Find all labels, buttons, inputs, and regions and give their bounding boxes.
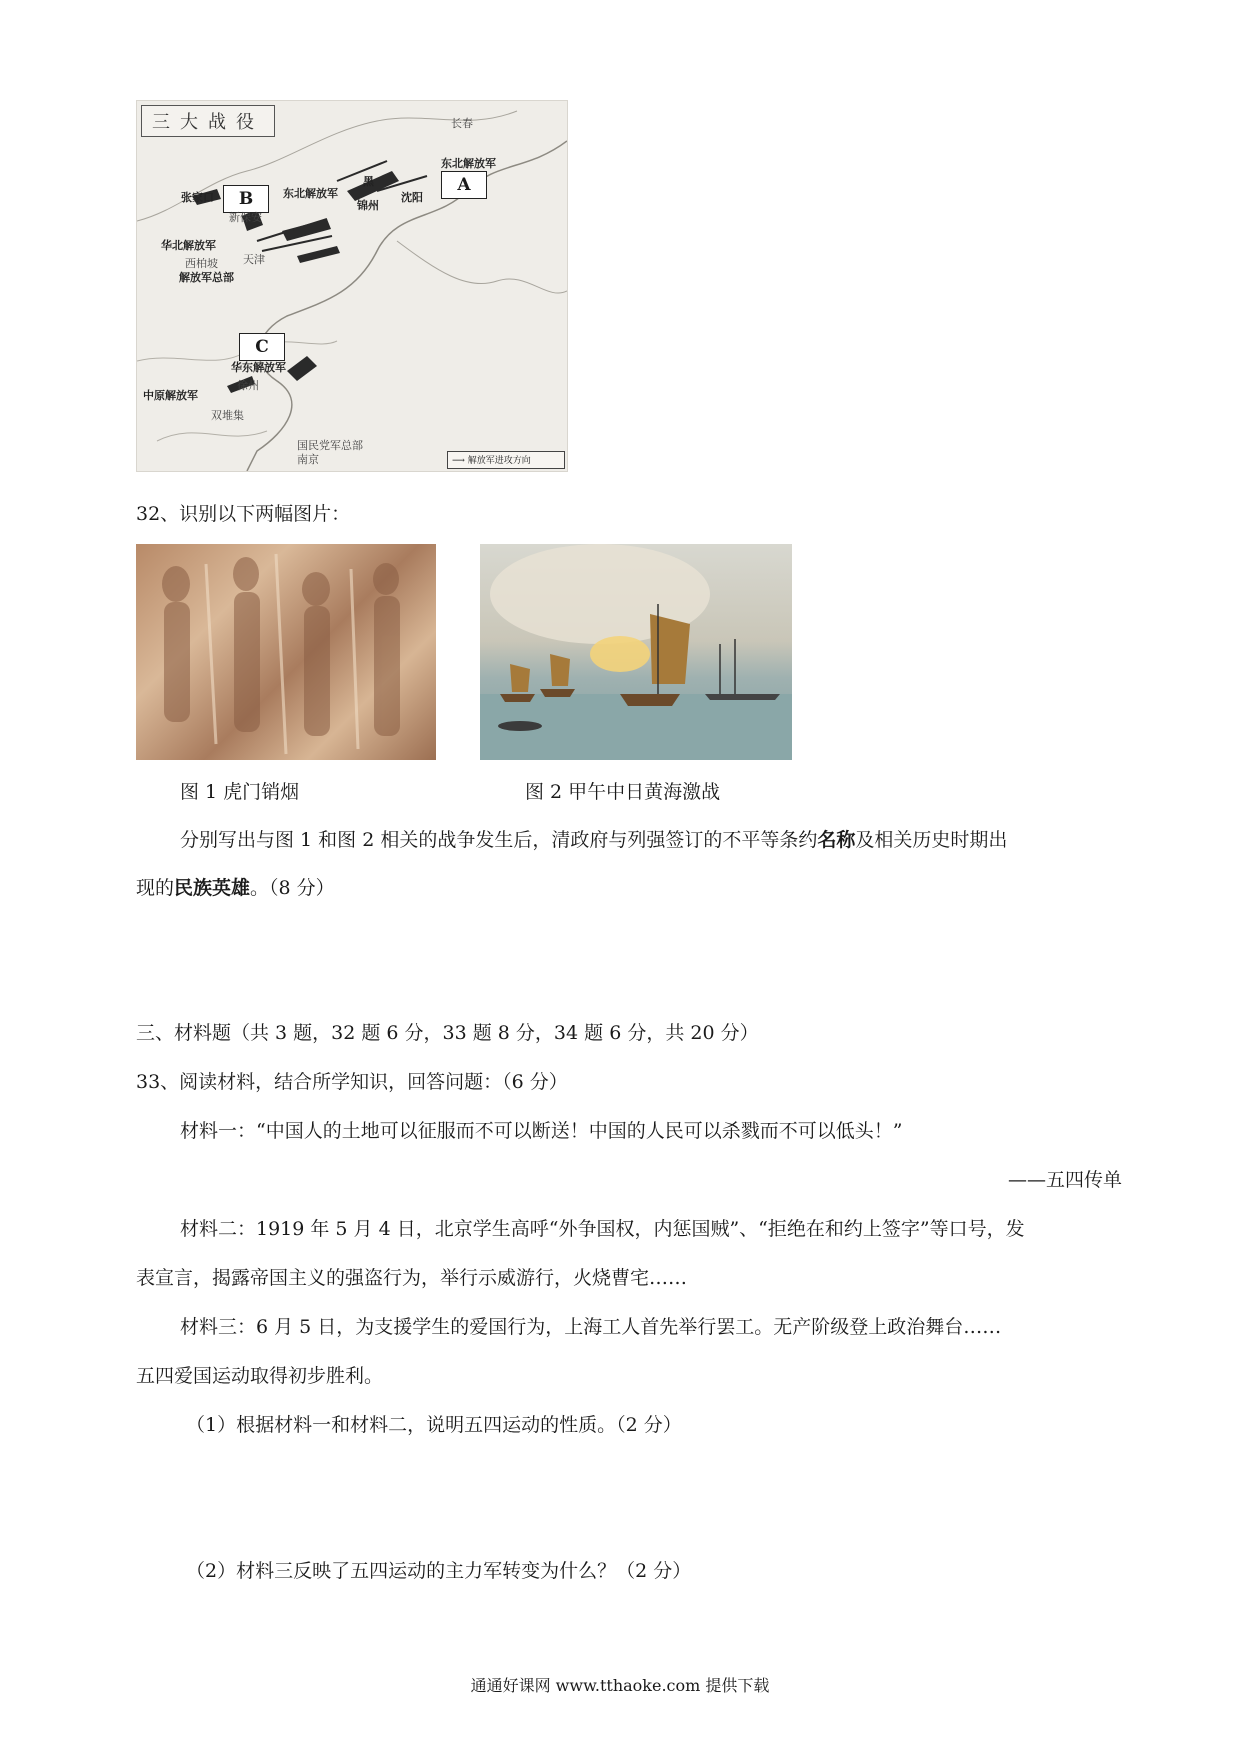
map-label-changchun: 长春 — [451, 117, 473, 130]
humen-opium-destruction-image — [136, 544, 436, 760]
q33-subquestion-1: （1）根据材料一和材料二，说明五四运动的性质。（2 分） — [186, 1414, 682, 1436]
map-label-xibaipo: 西柏坡 — [185, 257, 218, 270]
map-label-xuzhou: 徐州 — [237, 379, 259, 392]
page-footer: 通通好课网 www.tthaoke.com 提供下载 — [470, 1676, 770, 1695]
q32-text-b: 及相关历史时期出 — [855, 829, 1008, 851]
map-label-shuangduiji: 双堆集 — [211, 409, 244, 422]
q33-material-1-source: ——五四传单 — [1007, 1169, 1122, 1191]
map-label-tianjin: 天津 — [243, 253, 265, 266]
map-label-nanjing: 南京 — [297, 453, 319, 466]
map-label-north-china-army: 华北解放军 — [161, 239, 216, 252]
map-label-hei: 黑 — [363, 175, 374, 188]
yellow-sea-battle-image — [480, 544, 792, 760]
q33-material-2-line-1: 材料二：1919 年 5 月 4 日，北京学生高呼“外争国权，内惩国贼”、“拒绝在和约上签字”等口号，发 — [180, 1218, 1025, 1240]
q33-subquestion-2: （2）材料三反映了五四运动的主力军转变为什么？（2 分） — [186, 1560, 692, 1582]
map-box-b: B — [223, 185, 269, 213]
q33-material-1: 材料一：“中国人的土地可以征服而不可以断送！中国的人民可以杀戮而不可以低头！” — [180, 1120, 903, 1142]
section-3-title: 三、材料题（共 3 题，32 题 6 分，33 题 8 分，34 题 6 分，共 20 分） — [136, 1022, 759, 1044]
figure-2-caption: 图 2 甲午中日黄海激战 — [525, 781, 721, 803]
map-legend-text: 解放军进攻方向 — [467, 456, 531, 466]
q32-bold-name: 名称 — [817, 829, 856, 851]
q33-material-3-line-2: 五四爱国运动取得初步胜利。 — [136, 1365, 384, 1387]
q32-text-line-2 — [136, 876, 335, 900]
q32-text-line-1 — [180, 828, 1007, 852]
map-label-xinbaoan: 新保安 — [229, 211, 262, 224]
map-label-kmt-hq: 国民党军总部 — [297, 439, 363, 452]
q32-prompt: 32、识别以下两幅图片： — [136, 503, 351, 525]
figure-1-caption: 图 1 虎门销烟 — [180, 781, 300, 803]
map-title: 三大战役 — [141, 105, 275, 137]
map-label-east-china-army: 华东解放军 — [231, 361, 286, 374]
three-campaigns-map — [136, 100, 568, 472]
map-label-zhangjiakou: 张家口 — [181, 191, 214, 204]
map-label-pla-hq: 解放军总部 — [179, 271, 234, 284]
arrow-icon: ⟶ — [452, 456, 468, 466]
q32-text-c: 现的 — [136, 877, 175, 899]
map-box-a: A — [441, 171, 487, 199]
map-label-central-plains-army: 中原解放军 — [143, 389, 198, 402]
q32-bold-hero: 民族英雄 — [174, 877, 251, 899]
q32-text-a: 分别写出与图 1 和图 2 相关的战争发生后，清政府与列强签订的不平等条约 — [180, 829, 818, 851]
map-label-jinzhou: 锦州 — [357, 199, 379, 212]
map-legend — [447, 451, 565, 469]
map-drawing — [137, 101, 567, 471]
map-label-northeast-army-2: 东北解放军 — [283, 187, 338, 200]
relief-figures — [136, 544, 436, 760]
map-label-shenyang: 沈阳 — [401, 191, 423, 204]
q33-material-2-line-2: 表宣言，揭露帝国主义的强盗行为，举行示威游行，火烧曹宅…… — [136, 1267, 688, 1289]
naval-battle-scene — [480, 544, 792, 760]
map-box-c: C — [239, 333, 285, 361]
q33-material-3-line-1: 材料三：6 月 5 日，为支援学生的爱国行为，上海工人首先举行罢工。无产阶级登上政治舞台…… — [180, 1316, 1002, 1338]
q33-prompt: 33、阅读材料，结合所学知识，回答问题：（6 分） — [136, 1071, 568, 1093]
map-label-northeast-army-1: 东北解放军 — [441, 157, 496, 170]
q32-text-d: 。（8 分） — [250, 877, 335, 899]
